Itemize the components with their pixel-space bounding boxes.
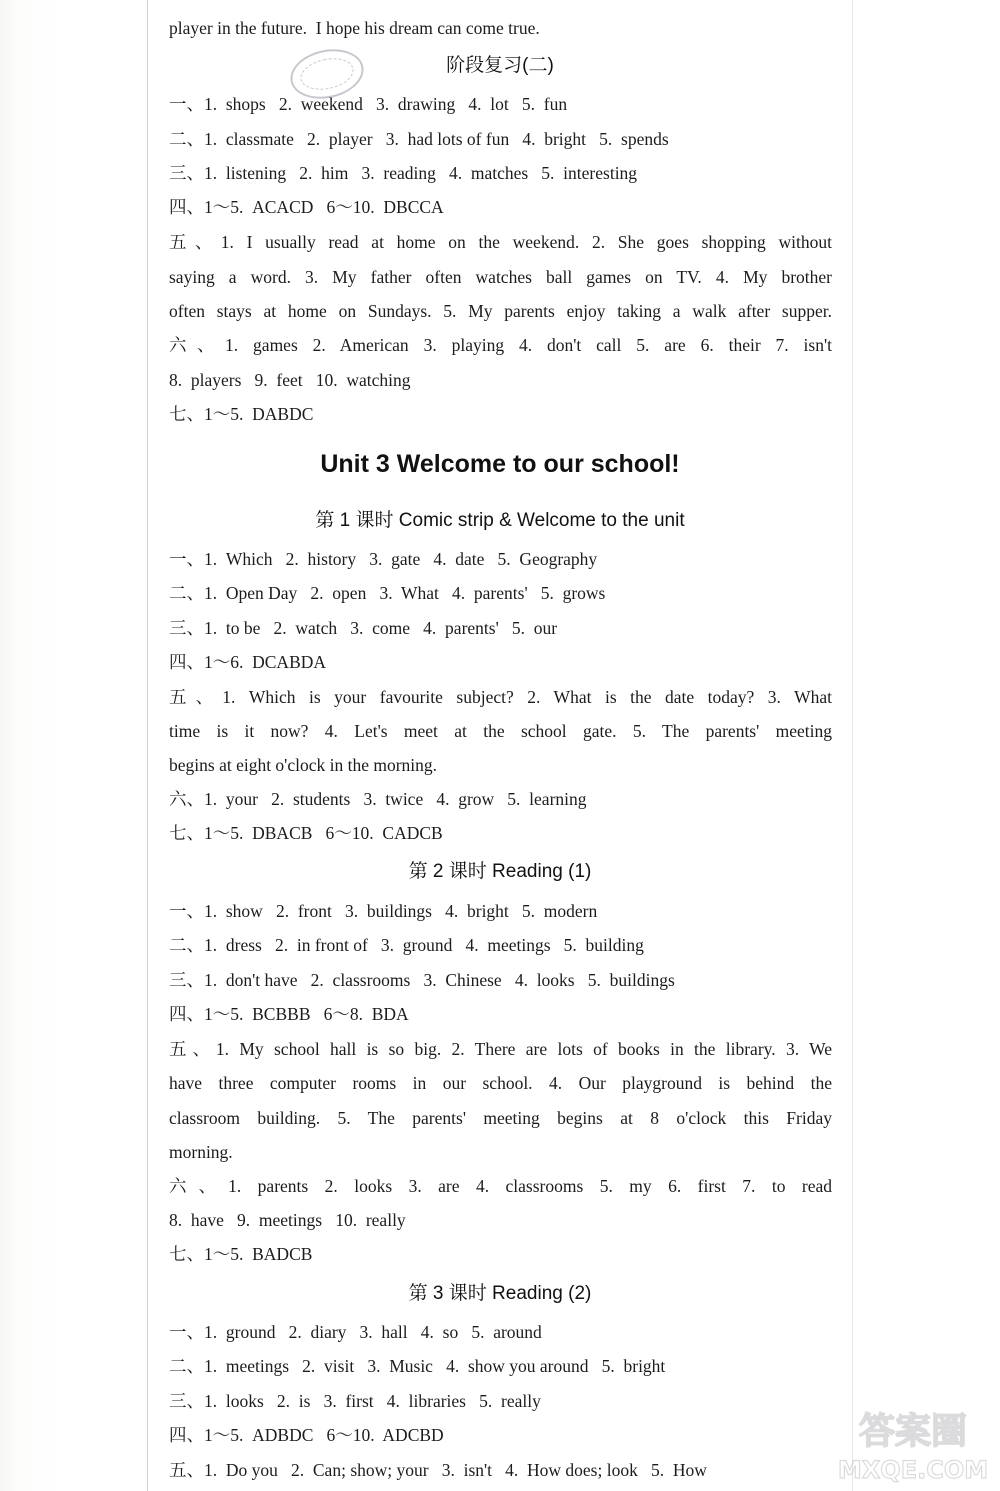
answer-line: 五、1. Do you 2. Can; show; your 3. isn't 4. How does; look 5. How: [169, 1460, 707, 1480]
answer-line: 五、1. I usually read at home on the weekend. 2. She goes shopping without: [169, 232, 832, 252]
text-line: player in the future. I hope his dream can come true.: [169, 18, 540, 38]
section-heading-lesson-2: 第 2 课时 Reading (1): [408, 861, 592, 882]
right-margin-rule: [852, 0, 853, 1491]
answer-line: time is it now? 4. Let's meet at the school gate. 5. The parents' meeting: [169, 721, 832, 741]
answer-line: 一、1. ground 2. diary 3. hall 4. so 5. around: [169, 1322, 542, 1342]
answer-line: 三、1. to be 2. watch 3. come 4. parents' 5. our: [169, 618, 558, 638]
answer-line: have three computer rooms in our school. 4. Our playground is behind the: [169, 1073, 832, 1093]
answer-line: 四、1～5. ADBDC 6～10. ADCBD: [169, 1425, 444, 1445]
answer-line: 一、1. show 2. front 3. buildings 4. bright 5. modern: [169, 901, 598, 921]
answer-line: morning.: [169, 1142, 233, 1162]
site-watermark-logo: [838, 1398, 988, 1488]
answer-line: 8. have 9. meetings 10. really: [169, 1210, 406, 1230]
answer-line: 二、1. dress 2. in front of 3. ground 4. meetings 5. building: [169, 935, 644, 955]
section-heading-review: 阶段复习(二): [446, 55, 554, 76]
answer-line: 七、1～5. BADCB: [169, 1244, 313, 1264]
answer-line: 四、1～6. DCABDA: [169, 652, 327, 672]
answer-line: 六、1. parents 2. looks 3. are 4. classrooms 5. my 6. first 7. to read: [169, 1176, 832, 1196]
answer-line: often stays at home on Sundays. 5. My parents enjoy taking a walk after supper.: [169, 301, 832, 321]
unit-title: Unit 3 Welcome to our school!: [320, 450, 680, 478]
answer-line: 二、1. Open Day 2. open 3. What 4. parents' 5. grows: [169, 583, 606, 603]
left-margin-rule: [147, 0, 148, 1491]
section-heading-lesson-1: 第 1 课时 Comic strip & Welcome to the unit: [315, 510, 685, 531]
answer-line: 三、1. listening 2. him 3. reading 4. matches 5. interesting: [169, 163, 638, 183]
answer-line: classroom building. 5. The parents' meeting begins at 8 o'clock this Friday: [169, 1108, 832, 1128]
answer-line: 三、1. don't have 2. classrooms 3. Chinese 4. looks 5. buildings: [169, 970, 675, 990]
answer-line: begins at eight o'clock in the morning.: [169, 755, 438, 775]
answer-line: 六、1. your 2. students 3. twice 4. grow 5. learning: [169, 789, 587, 809]
answer-line: 四、1～5. ACACD 6～10. DBCCA: [169, 197, 444, 217]
answer-line: 8. players 9. feet 10. watching: [169, 370, 411, 390]
answer-line: 一、1. Which 2. history 3. gate 4. date 5. Geography: [169, 549, 598, 569]
answer-line: 二、1. classmate 2. player 3. had lots of fun 4. bright 5. spends: [169, 129, 669, 149]
answer-line: 四、1～5. BCBBB 6～8. BDA: [169, 1004, 409, 1024]
answer-line: saying a word. 3. My father often watches ball games on TV. 4. My brother: [169, 267, 832, 287]
watermark-cn: 答案圈: [858, 1411, 968, 1452]
answer-line: 五、1. My school hall is so big. 2. There are lots of books in the library. 3. We: [169, 1039, 832, 1059]
answer-line: 七、1～5. DABDC: [169, 404, 314, 424]
answer-line: 一、1. shops 2. weekend 3. drawing 4. lot 5. fun: [169, 94, 568, 114]
answer-line: 二、1. meetings 2. visit 3. Music 4. show you around 5. bright: [169, 1356, 666, 1376]
answer-line: 五、1. Which is your favourite subject? 2. What is the date today? 3. What: [169, 687, 832, 707]
answer-line: 六、1. games 2. American 3. playing 4. don't call 5. are 6. their 7. isn't: [169, 335, 832, 355]
answer-line: 三、1. looks 2. is 3. first 4. libraries 5. really: [169, 1391, 541, 1411]
section-heading-lesson-3: 第 3 课时 Reading (2): [408, 1283, 592, 1304]
answer-line: 七、1～5. DBACB 6～10. CADCB: [169, 823, 443, 843]
watermark-en: MXQE.COM: [838, 1456, 988, 1484]
